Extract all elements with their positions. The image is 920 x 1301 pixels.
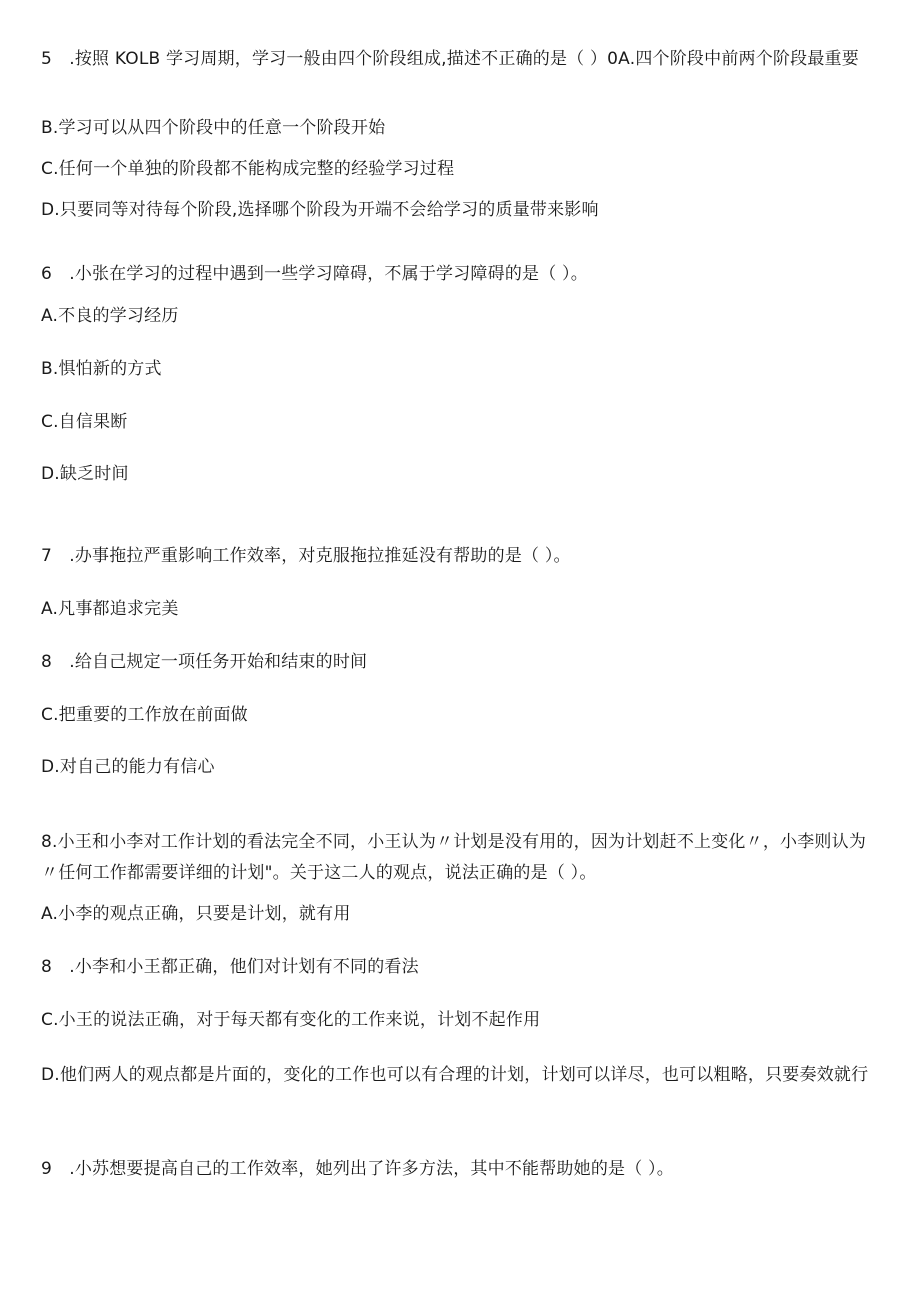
question-6-option-d: D.缺乏时间 <box>41 464 129 484</box>
question-8-option-c: C.小王的说法正确，对于每天都有变化的工作来说，计划不起作用 <box>41 1010 541 1030</box>
question-5-option-c: C.任何一个单独的阶段都不能构成完整的经验学习过程 <box>41 159 455 179</box>
question-7-option-a: A.凡事都追求完美 <box>41 599 179 619</box>
question-8-stem: 8.小王和小李对工作计划的看法完全不同，小王认为〃计划是没有用的，因为计划赶不上变化〃，小李则认为〃任何工作都需要详细的计划"。关于这二人的观点，说法正确的是（ ）。 <box>41 832 867 883</box>
question-6-option-c: C.自信果断 <box>41 412 128 432</box>
question-7-option-c: C.把重要的工作放在前面做 <box>41 705 248 725</box>
question-6-stem: 6 .小张在学习的过程中遇到一些学习障碍，不属于学习障碍的是（ ）。 <box>41 264 588 284</box>
question-7-option-d: D.对自己的能力有信心 <box>41 757 215 777</box>
question-7-stem: 7 .办事拖拉严重影响工作效率，对克服拖拉推延没有帮助的是（ ）。 <box>41 546 571 566</box>
question-5-stem: 5 .按照 KOLB 学习周期，学习一般由四个阶段组成,描述不正确的是（ ）0A.四个阶段中前两个阶段最重要 <box>41 49 859 69</box>
question-6-option-a: A.不良的学习经历 <box>41 306 179 326</box>
question-7-option-b: 8 .给自己规定一项任务开始和结束的时间 <box>41 652 368 672</box>
question-9-stem: 9 .小苏想要提高自己的工作效率，她列出了许多方法，其中不能帮助她的是（ ）。 <box>41 1159 674 1179</box>
question-8-option-d: D.他们两人的观点都是片面的，变化的工作也可以有合理的计划，计划可以详尽，也可以粗略，只要奏效就行 <box>41 1065 869 1085</box>
question-8-option-b: 8 .小李和小王都正确，他们对计划有不同的看法 <box>41 957 419 977</box>
question-8-option-a: A.小李的观点正确，只要是计划，就有用 <box>41 904 351 924</box>
question-5-option-b: B.学习可以从四个阶段中的任意一个阶段开始 <box>41 118 386 138</box>
question-5-option-d: D.只要同等对待每个阶段,选择哪个阶段为开端不会给学习的质量带来影响 <box>41 200 599 220</box>
question-6-option-b: B.惧怕新的方式 <box>41 359 162 379</box>
